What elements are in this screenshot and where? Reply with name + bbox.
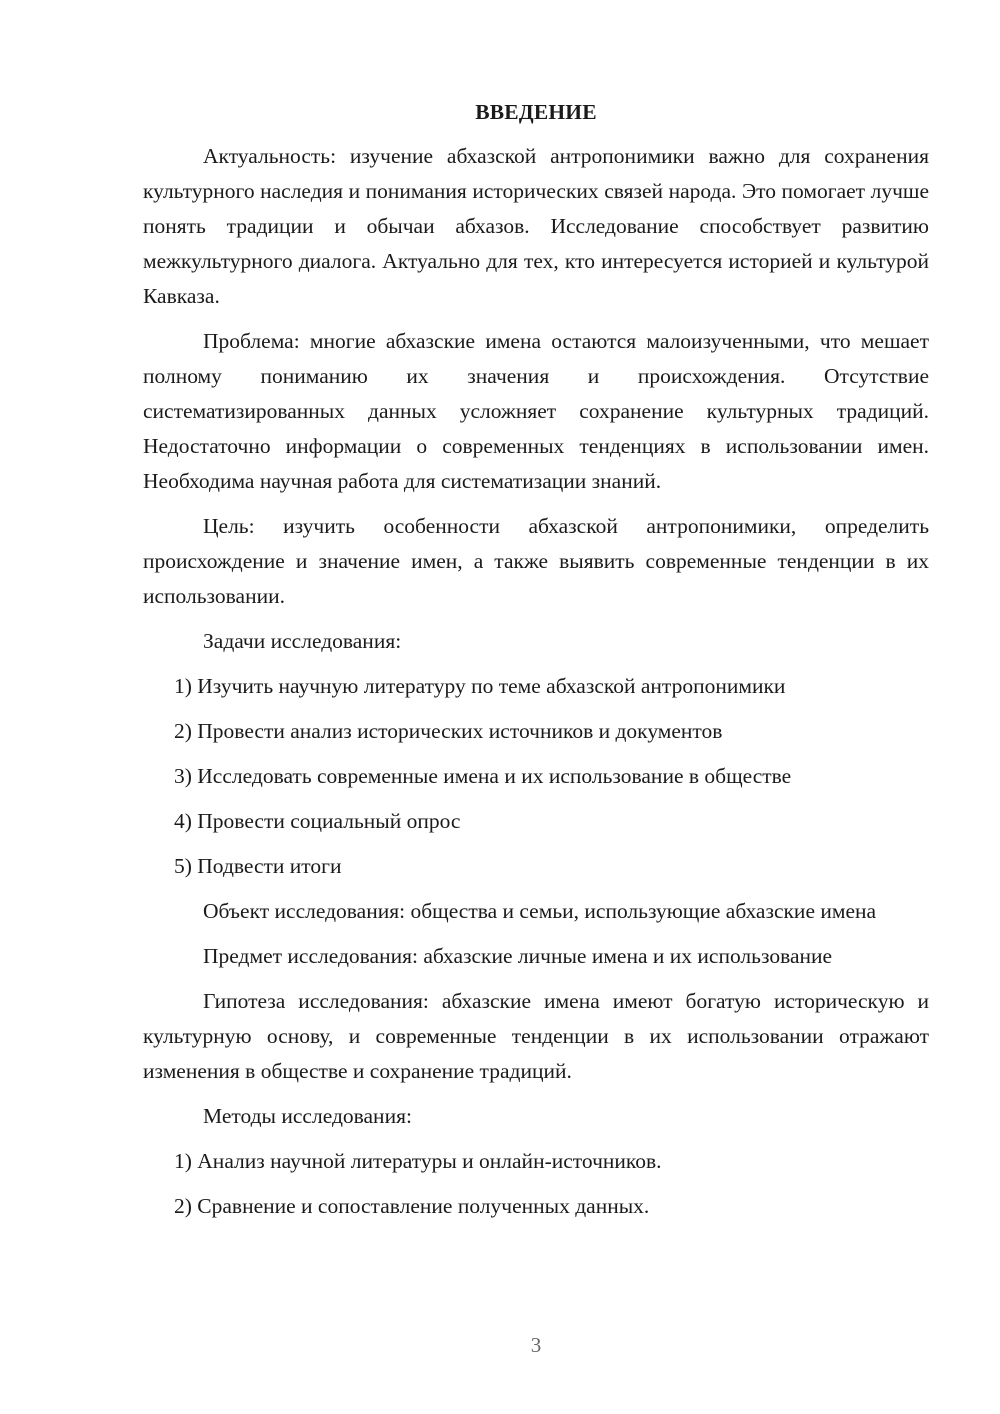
tasks-title: Задачи исследования:: [203, 629, 402, 653]
object-paragraph: Объект исследования: общества и семьи, использующие абхазские имена: [203, 899, 877, 923]
methods-title: Методы исследования:: [203, 1104, 412, 1128]
method-item-2: 2) Сравнение и сопоставление полученных данных.: [174, 1194, 650, 1218]
hypothesis-paragraph: Гипотеза исследования: абхазские имена имеют богатую историческую и культурную основу, и современные тенденции в их использовании отражают изменения в обществе и сохранение традиций.: [143, 989, 929, 1083]
document-page: [143, 95, 929, 1234]
method-item-1: 1) Анализ научной литературы и онлайн-источников.: [174, 1149, 662, 1173]
problem-paragraph: Проблема: многие абхазские имена остаются малоизученными, что мешает полному пониманию их значения и происхождения. Отсутствие систематизированных данных усложняет сохранение культурных традиций. Недостаточно информации о современных тенденциях в использовании имен. Необходима научная работа для систематизации знаний.: [143, 329, 929, 493]
subject-paragraph: Предмет исследования: абхазские личные имена и их использование: [203, 944, 833, 968]
relevance-paragraph: Актуальность: изучение абхазской антропонимики важно для сохранения культурного наследия и понимания исторических связей народа. Это помогает лучше понять традиции и обычаи абхазов. Исследование способствует развитию межкультурного диалога. Актуально для тех, кто интересуется историей и культурой Кавказа.: [143, 144, 929, 308]
task-item-2: 2) Провести анализ исторических источников и документов: [174, 719, 723, 743]
task-item-4: 4) Провести социальный опрос: [174, 809, 461, 833]
goal-paragraph: Цель: изучить особенности абхазской антропонимики, определить происхождение и значение имен, а также выявить современные тенденции в их использовании.: [143, 514, 929, 608]
page-number: 3: [530, 1333, 542, 1357]
task-item-1: 1) Изучить научную литературу по теме абхазской антропонимики: [174, 674, 786, 698]
task-item-3: 3) Исследовать современные имена и их использование в обществе: [174, 764, 792, 788]
task-item-5: 5) Подвести итоги: [174, 854, 342, 878]
section-heading: ВВЕДЕНИЕ: [475, 100, 597, 124]
